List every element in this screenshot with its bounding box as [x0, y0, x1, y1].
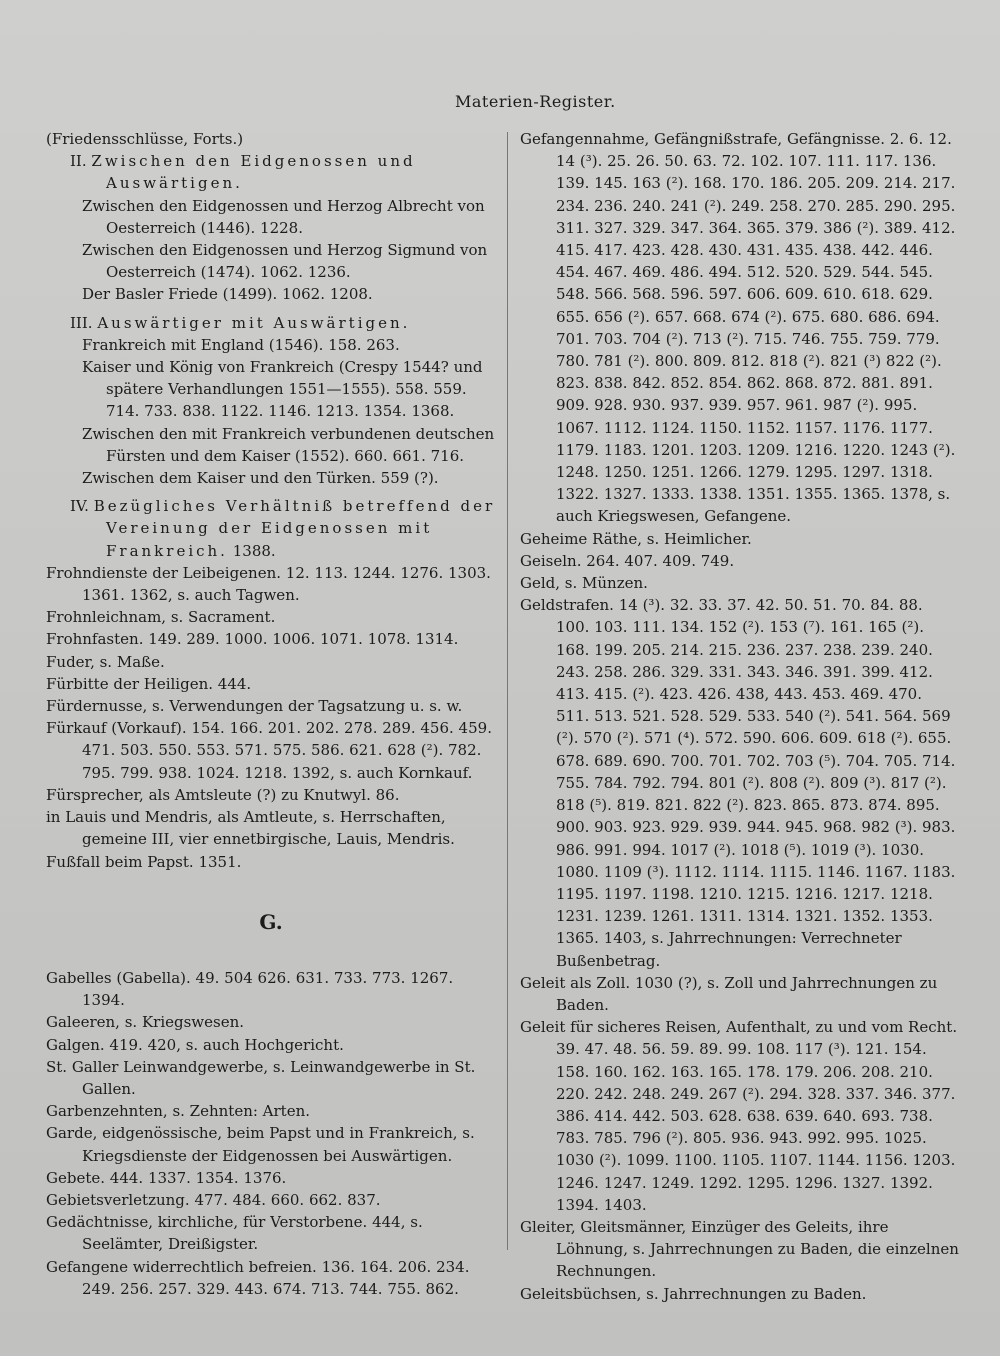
index-subentry: Zwischen den Eidgenossen und Herzog Albrecht von Oesterreich (1446). 1228. — [82, 196, 485, 237]
index-entry: Fuder, s. Maße. — [46, 652, 165, 671]
section-title: Bezügliches Verhältniß betreffend der Vereinung der Eidgenossen mit Frankreich. — [93, 497, 496, 560]
section-letter-g: G. — [259, 909, 283, 934]
index-entry: Fürbitte der Heiligen. 444. — [46, 674, 252, 693]
index-entry: Geld, s. Münzen. — [520, 574, 648, 593]
section-refs: 1388. — [232, 541, 276, 560]
index-subentry: Zwischen den mit Frankreich verbundenen deutschen Fürsten und dem Kaiser (1552). 660. 661. 716. — [82, 424, 495, 465]
index-entry: Frohnfasten. 149. 289. 1000. 1006. 1071. 1078. 1314. — [46, 630, 459, 649]
index-entry: Garde, eidgenössische, beim Papst und in Frankreich, s. Kriegsdienste der Eidgenossen bei Auswärtigen. — [46, 1124, 475, 1165]
index-entry: Geiseln. 264. 407. 409. 749. — [520, 551, 735, 570]
column-divider — [507, 132, 508, 1250]
index-subentry: Frankreich mit England (1546). 158. 263. — [82, 335, 400, 354]
index-entry: Fußfall beim Papst. 1351. — [46, 852, 242, 871]
index-entry: Fürkauf (Vorkauf). 154. 166. 201. 202. 278. 289. 456. 459. 471. 503. 550. 553. 571. 575. 586. 621. 628 (²). 782. 795. 799. 938. 1024. 1218. 1392, s. auch Kornkauf. — [46, 719, 492, 782]
index-entry: Geleitsbüchsen, s. Jahrrechnungen zu Baden. — [520, 1284, 867, 1303]
index-subentry: Kaiser und König von Frankreich (Crespy 1544? und spätere Verhandlungen 1551—1555). 558. 559. 714. 733. 838. 1122. 1146. 1213. 1354. 1368. — [82, 358, 483, 421]
index-entry: Geldstrafen. 14 (³). 32. 33. 37. 42. 50. 51. 70. 84. 88. 100. 103. 111. 134. 152 (²). 153 (⁷). 161. 165 (²). 168. 199. 205. 214. 215. 236. 237. 238. 239. 240. 243. 258. 286. 329. 331. 343. 346. 391. 399. 412. 413. 415. (²). 423. 426. 438, 443. 453. 469. 470. 511. 513. 521. 528. 529. 533. 540 (²). 541. 564. 569 (²). 570 (²). 571 (⁴). 572. 590. 606. 609. 618 (²). 655. 678. 689. 690. 700. 701. 702. 703 (⁵). 704. 705. 714. 755. 784. 792. 794. 801 (²). 808 (²). 809 (³). 817 (²). 818 (⁵). 819. 821. 822 (²). 823. 865. 873. 874. 895. 900. 903. 923. 929. 939. 944. 945. 968. 982 (³). 983. 986. 991. 994. 1017 (²). 1018 (⁵). 1019 (³). 1030. 1080. 1109 (³). 1112. 1114. 1115. 1146. 1167. 1183. 1195. 1197. 1198. 1210. 1215. 1216. 1217. 1218. 1231. 1239. 1261. 1311. 1314. 1321. 1352. 1353. 1365. 1403, s. Jahrrechnungen: Verrechneter Bußenbetrag. — [520, 596, 956, 970]
section-title: Auswärtiger mit Auswärtigen. — [97, 313, 411, 332]
index-entry: Galeeren, s. Kriegswesen. — [46, 1013, 245, 1032]
section-heading-ii — [46, 150, 496, 194]
index-subentry: Der Basler Friede (1499). 1062. 1208. — [82, 285, 373, 304]
index-entry: Gebete. 444. 1337. 1354. 1376. — [46, 1168, 287, 1187]
index-subentry: in Lauis und Mendris, als Amtleute, s. Herrschaften, gemeine III, vier ennetbirgische, Lauis, Mendris. — [46, 808, 455, 849]
index-entry: Gefangennahme, Gefängnißstrafe, Gefängnisse. 2. 6. 12. 14 (³). 25. 26. 50. 63. 72. 102. 107. 111. 117. 136. 139. 145. 163 (²). 168. 170. 186. 205. 209. 214. 217. 234. 236. 240. 241 (²). 249. 258. 270. 285. 290. 295. 311. 327. 329. 347. 364. 365. 379. 386 (²). 389. 412. 415. 417. 423. 428. 430. 431. 435. 438. 442. 446. 454. 467. 469. 486. 494. 512. 520. 529. 544. 545. 548. 566. 568. 596. 597. 606. 609. 610. 618. 629. 655. 656 (²). 657. 668. 674 (²). 675. 680. 686. 694. 701. 703. 704 (²). 713 (²). 715. 746. 755. 759. 779. 780. 781 (²). 800. 809. 812. 818 (²). 821 (³) 822 (²). 823. 838. 842. 852. 854. 862. 868. 872. 881. 891. 909. 928. 930. 937. 939. 957. 961. 987 (²). 995. 1067. 1112. 1124. 1150. 1152. 1157. 1176. 1177. 1179. 1183. 1201. 1203. 1209. 1216. 1220. 1243 (²). 1248. 1250. 1251. 1266. 1279. 1295. 1297. 1318. 1322. 1327. 1333. 1338. 1351. 1355. 1365. 1378, s. auch Kriegswesen, Gefangene. — [520, 130, 956, 526]
index-entry: Frohndienste der Leibeigenen. 12. 113. 1244. 1276. 1303. 1361. 1362, s. auch Tagwen. — [46, 563, 491, 605]
index-entry: Garbenzehnten, s. Zehnten: Arten. — [46, 1102, 311, 1121]
index-entry: Frohnleichnam, s. Sacrament. — [46, 608, 276, 627]
index-entry: Gleiter, Gleitsmänner, Einzüger des Geleits, ihre Löhnung, s. Jahrrechnungen zu Baden, die einzelnen Rechnungen. — [520, 1217, 959, 1281]
index-entry: Gebietsverletzung. 477. 484. 660. 662. 837. — [46, 1190, 381, 1209]
index-entry: Gabelles (Gabella). 49. 504 626. 631. 733. 773. 1267. 1394. — [46, 968, 454, 1010]
continuation-heading: (Friedensschlüsse, Forts.) — [46, 130, 244, 148]
index-entry: Geleit für sicheres Reisen, Aufenthalt, zu und vom Recht. 39. 47. 48. 56. 59. 89. 99. 108. 117 (³). 121. 154. 158. 160. 162. 163. 165. 178. 179. 206. 208. 210. 220. 242. 248. 249. 267 (²). 294. 328. 337. 346. 377. 386. 414. 442. 503. 628. 638. 639. 640. 693. 738. 783. 785. 796 (²). 805. 936. 943. 992. 995. 1025. 1030 (²). 1099. 1100. 1105. 1107. 1144. 1156. 1203. 1246. 1247. 1249. 1292. 1295. 1296. 1327. 1392. 1394. 1403. — [520, 1018, 958, 1214]
index-entry: Gedächtnisse, kirchliche, für Verstorbene. 444, s. Seelämter, Dreißigster. — [46, 1213, 423, 1254]
index-subentry: Zwischen dem Kaiser und den Türken. 559 (?). — [82, 469, 439, 488]
index-entry: Gefangene widerrechtlich befreien. 136. 164. 206. 234. 249. 256. 257. 329. 443. 674. 713. 744. 755. 862. — [46, 1257, 470, 1298]
section-heading-iv — [46, 495, 496, 562]
section-number: II. — [70, 152, 87, 171]
index-entry: St. Galler Leinwandgewerbe, s. Leinwandgewerbe in St. Gallen. — [46, 1057, 476, 1098]
index-subentry: Zwischen den Eidgenossen und Herzog Sigmund von Oesterreich (1474). 1062. 1236. — [82, 241, 488, 282]
left-column — [46, 128, 496, 1300]
index-entry: Geleit als Zoll. 1030 (?), s. Zoll und Jahrrechnungen zu Baden. — [520, 973, 938, 1014]
right-column — [520, 128, 960, 1305]
running-title: Materien-Register. — [455, 92, 616, 111]
index-entry: Geheime Räthe, s. Heimlicher. — [520, 529, 752, 548]
section-heading-iii — [46, 312, 496, 334]
section-number: IV. — [70, 497, 89, 516]
index-entry: Fürsprecher, als Amtsleute (?) zu Knutwyl. 86. — [46, 785, 400, 804]
section-title: Zwischen den Eidgenossen und Auswärtigen. — [91, 152, 416, 193]
section-number: III. — [70, 313, 93, 332]
index-entry: Galgen. 419. 420, s. auch Hochgericht. — [46, 1035, 344, 1054]
index-entry: Fürdernusse, s. Verwendungen der Tagsatzung u. s. w. — [46, 697, 463, 716]
